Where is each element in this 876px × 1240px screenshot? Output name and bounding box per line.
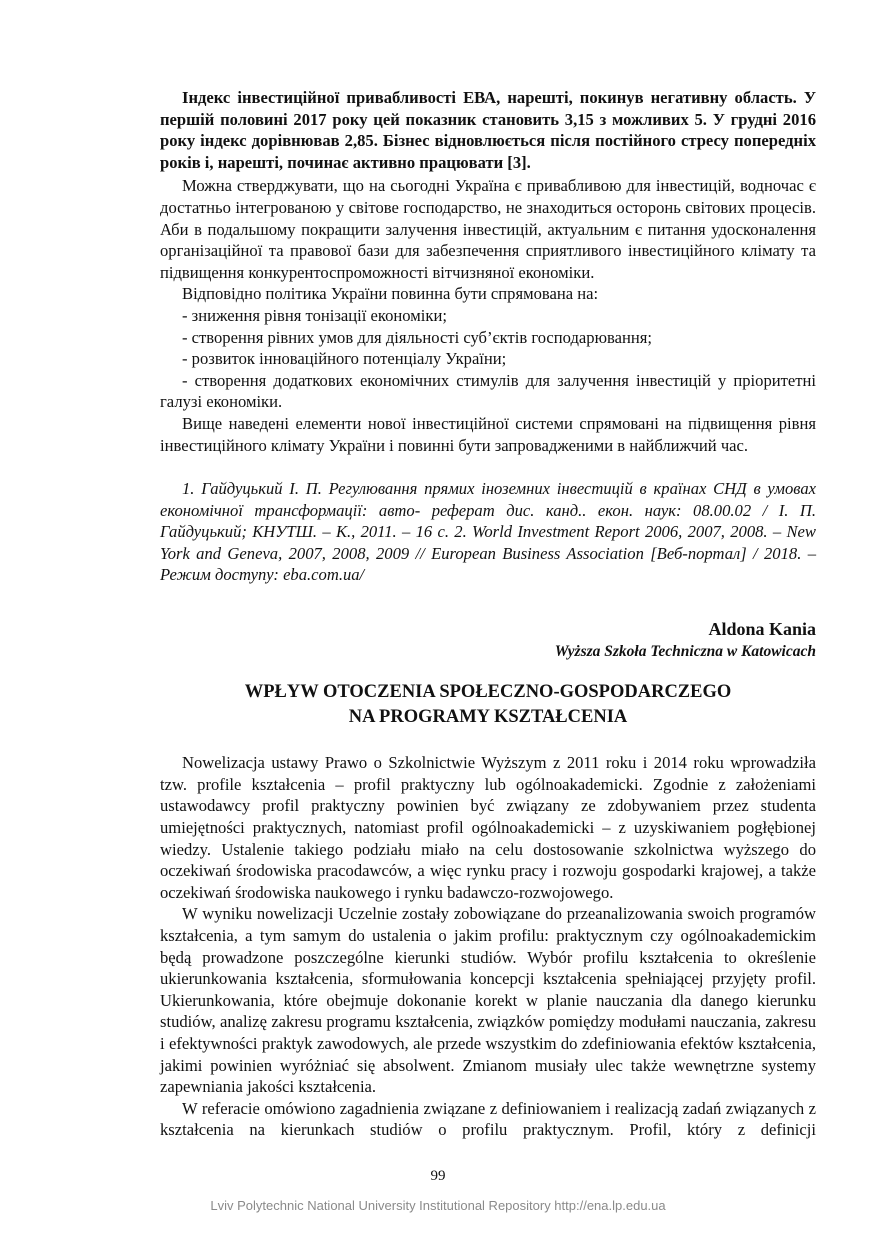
list-item: - створення додаткових економічних стимулів для залучення інвестицій у пріоритетні галузі економіки. <box>160 370 816 412</box>
author-affiliation: Wyższa Szkoła Techniczna w Katowicach <box>554 642 816 660</box>
list-item: - створення рівних умов для діяльності суб’єктів господарювання; <box>182 327 652 347</box>
list-item: - розвиток інноваційного потенціалу України; <box>182 349 507 369</box>
article-title: NA PROGRAMY KSZTAŁCENIA <box>348 707 628 728</box>
paragraph: Індекс інвестиційної привабливості ЕВА, нарешті, покинув негативну область. У першій половині 2017 року цей показник становить 3,15 з можливих 5. У грудні 2016 року індекс дорівнював 2,85. Бізнес відновлюється після постійного стресу попередніх років і, нарешті, починає активно працювати [3]. <box>160 88 816 172</box>
paragraph: Можна стверджувати, що на сьогодні Україна є привабливою для інвестицій, водночас є достатньо інтегрованою у світове господарство, не знаходиться осторонь світових процесів. Аби в подальшому покращити залучення інвестицій, актуальним є питання удосконалення організаційної та правової бази для забезпечення сприятливого інвестиційного клімату та підвищення конкурентоспроможності вітчизняної економіки. <box>160 176 816 282</box>
article-section <box>160 619 816 1141</box>
references: 1. Гайдуцький І. П. Регулювання прямих іноземних інвестицій в країнах СНД в умовах економічної трансформації: авто- реферат дис. канд.. екон. наук: 08.00.02 / І. П. Гайдуцький; КНУТШ. – К., 2011. – 16 с. 2. World Investment Report 2006, 2007, 2008. – New York and Geneva, 2007, 2008, 2009 // European Business Association [Веб-портал] / 2018. – Режим доступу: eba.com.ua/ <box>160 479 816 585</box>
paragraph: Відповідно політика України повинна бути спрямована на: <box>182 284 599 304</box>
paragraph: W wyniku nowelizacji Uczelnie zostały zobowiązane do przeanalizowania swoich programów kształcenia, a tym samym do ustalenia o jakim profilu: praktycznym czy ogólnoakademickim będą prowadzone poszczególne kierunki studiów. Wybór profilu kształcenia to określenie ukierunkowania kształcenia, sformułowania koncepcji kształcenia spełniającej przyjęty profil. Ukierunkowania, które obejmuje dokonanie korekt w planie nauczania dla danego kierunku studiów, analizę zakresu programu kształcenia, związków pomiędzy modułami nauczania, zakresu i efektywności praktyk zawodowych, ale przede wszystkim do zdefiniowania efektów kształcenia, jakimi powinien wyróżniać się absolwent. Zmianom musiały ulec także wewnętrzne systemy zapewniania jakości kształcenia. <box>160 904 816 1097</box>
paragraph: Nowelizacja ustawy Prawo o Szkolnictwie Wyższym z 2011 roku i 2014 roku wprowadziła tzw. profile kształcenia – profil praktyczny lub ogólnoakademicki. Zgodnie z założeniami ustawodawcy profil praktyczny powinien być związany ze zdobywaniem przez studenta umiejętności praktycznych, natomiast profil ogólnoakademicki – z uzyskiwaniem pogłębionej wiedzy. Ustalenie takiego podziału miało na celu dostosowanie szkolnictwa wyższego do oczekiwań środowiska pracodawców, a więc rynku pracy i rozwoju gospodarki krajowej, a także oczekiwań środowiska naukowego i rynku badawczo-rozwojowego. <box>160 753 816 902</box>
repository-footer: Lviv Polytechnic National University Institutional Repository http://ena.lp.edu.ua <box>210 1198 666 1213</box>
article-title: WPŁYW OTOCZENIA SPOŁECZNO-GOSPODARCZEGO <box>244 682 732 703</box>
list-item: - зниження рівня тонізації економіки; <box>182 305 447 325</box>
paragraph: Вище наведені елементи нової інвестиційної системи спрямовані на підвищення рівня інвестиційного клімату України і повинні бути запровадженими в найближчий час. <box>160 413 816 455</box>
paragraph: W referacie omówiono zagadnienia związane z definiowaniem i realizacją zadań związanych z kształcenia na kierunkach studiów o profilu praktycznym. Profil, który z definicji <box>160 1098 816 1140</box>
page-number: 99 <box>430 1168 446 1184</box>
ukrainian-section <box>160 87 816 586</box>
author-name: Aldona Kania <box>708 619 816 639</box>
